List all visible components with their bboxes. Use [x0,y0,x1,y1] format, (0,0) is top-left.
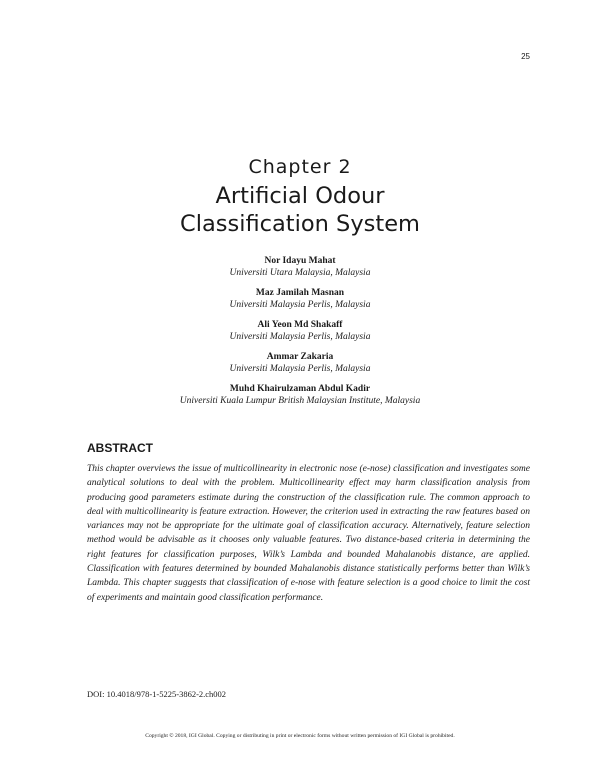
author-affiliation: Universiti Malaysia Perlis, Malaysia [229,364,371,374]
author-name: Ali Yeon Md Shakaff [257,320,343,330]
page-number: 25 [521,52,530,61]
author-name: Maz Jamilah Masnan [255,288,345,298]
copyright-notice: Copyright © 2018, IGI Global. Copying or distributing in print or electronic forms without written permission of IGI Global is prohibited. [145,733,455,739]
author-block [0,287,600,311]
author-block [0,255,600,279]
chapter-title-line-2: Classification System [180,211,420,237]
author-affiliation: Universiti Kuala Lumpur British Malaysian Institute, Malaysia [179,396,421,406]
chapter-title-line-1: Artificial Odour [215,183,385,209]
abstract-heading: ABSTRACT [87,441,153,455]
author-block [0,383,600,407]
chapter-label: Chapter 2 [248,156,352,178]
author-affiliation: Universiti Utara Malaysia, Malaysia [229,268,371,278]
author-name: Muhd Khairulzaman Abdul Kadir [229,384,371,394]
abstract-body: This chapter overviews the issue of multicollinearity in electronic nose (e-nose) classification and investigates some analytical solutions to deal with the problem. Multicollinearity effect may harm classification analysis from producing good parameters estimate during the construction of the classification rule. The common approach to deal with multicollinearity is feature extraction. However, the criterion used in extracting the raw features based on variances may not be appropriate for the ultimate goal of classification accuracy. Alternatively, feature selection method would be advisable as it chooses only valuable features. Two distance-based criteria in determining the right features for classification purposes, Wilk’s Lambda and bounded Mahalanobis distance, are applied. Classification with features determined by bounded Mahalanobis distance statistically performs better than Wilk’s Lambda. This chapter suggests that classification of e-nose with feature selection is a good choice to limit the cost of experiments and maintain good classification performance. [87,464,530,603]
author-list [0,255,600,415]
author-name: Ammar Zakaria [266,352,334,362]
author-block [0,319,600,343]
author-affiliation: Universiti Malaysia Perlis, Malaysia [229,332,371,342]
author-name: Nor Idayu Mahat [264,256,336,266]
chapter-title [0,182,600,238]
author-affiliation: Universiti Malaysia Perlis, Malaysia [229,300,371,310]
author-block [0,351,600,375]
doi: DOI: 10.4018/978-1-5225-3862-2.ch002 [87,689,227,699]
